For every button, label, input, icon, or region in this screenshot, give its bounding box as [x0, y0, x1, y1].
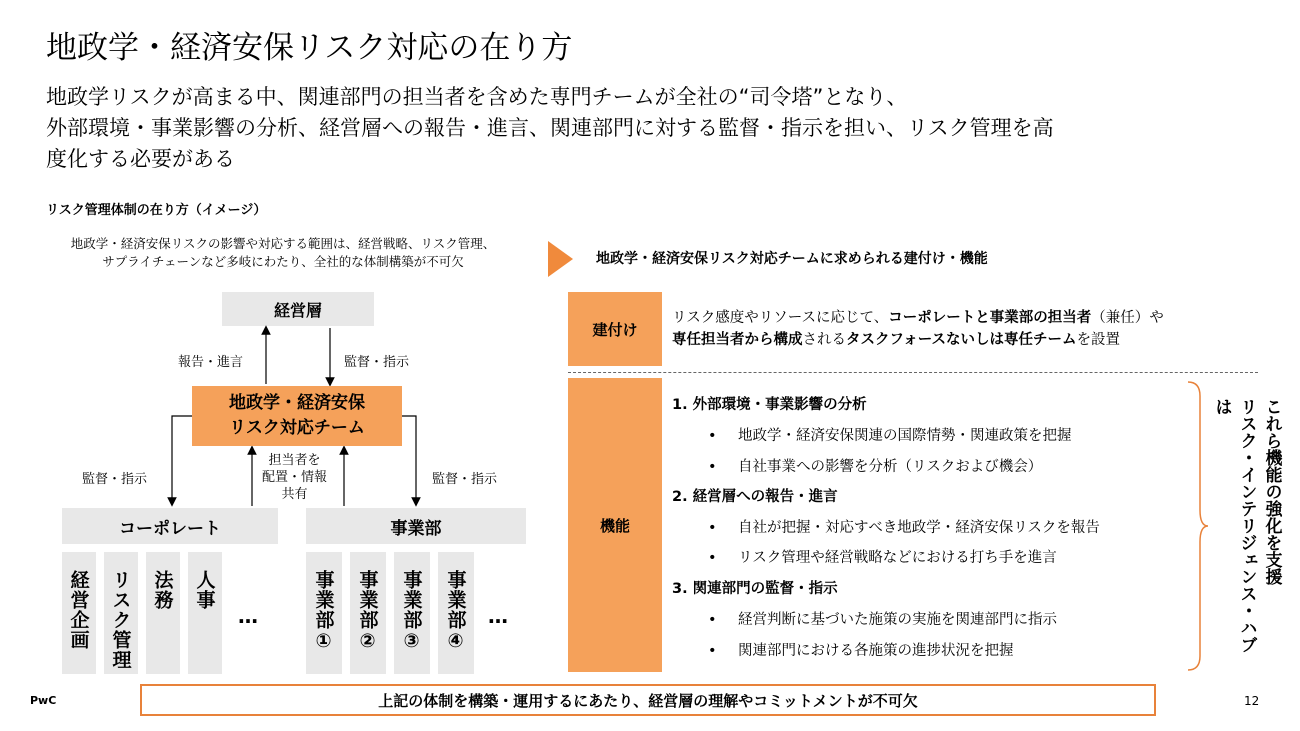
right-supervise-arrow: [402, 416, 416, 502]
report-label: 報告・進言: [178, 355, 244, 370]
right-header: 地政学・経済安保リスク対応チームに求められる建付け・機能: [596, 251, 988, 267]
lead-line: 度化する必要がある: [46, 147, 235, 171]
left-note-line: サプライチェーンなど多岐にわたり、全社的な体制構築が不可欠: [102, 254, 464, 269]
setup-text-part: （兼任）や: [1091, 310, 1164, 326]
corporate-unit: [62, 552, 96, 674]
business-unit: [394, 552, 430, 674]
slide-title: 地政学・経済安保リスク対応の在り方: [46, 30, 573, 66]
risk-team-line: 地政学・経済安保: [229, 393, 365, 413]
left-supervise-arrow: [172, 416, 192, 502]
risk-team-box: [192, 386, 402, 446]
ellipsis-text: …: [488, 604, 510, 628]
setup-text: [672, 307, 1164, 351]
bullet-text: 地政学・経済安保関連の国際情勢・関連政策を把握: [738, 428, 1072, 444]
risk-team-line: リスク対応チーム: [229, 418, 365, 438]
footer-callout: 上記の体制を構築・運用するにあたり、経営層の理解やコミットメントが不可欠: [140, 684, 1156, 716]
bullet-icon: •: [708, 520, 717, 536]
section-title: リスク管理体制の在り方（イメージ）: [46, 203, 267, 218]
divider: [568, 372, 1258, 373]
ellipsis-text: …: [238, 604, 260, 628]
business-unit: [350, 552, 386, 674]
management-box: 経営層: [222, 292, 374, 326]
setup-line-1: [672, 307, 1164, 329]
side-note: [1211, 398, 1282, 658]
lead-line: 地政学リスクが高まる中、関連部門の担当者を含めた専門チームが全社の“司令塔”となり、: [46, 85, 908, 109]
corporate-unit-label: リスク管理: [109, 570, 132, 670]
function-bullet: [708, 608, 1057, 629]
function-bullet: [708, 639, 1014, 660]
bullet-icon: •: [708, 550, 717, 566]
arrow-right-icon: [548, 241, 573, 277]
lead-line: 外部環境・事業影響の分析、経営層への報告・進言、関連部門に対する監督・指示を担い、リスク管理を高: [46, 116, 1054, 140]
corporate-unit: [146, 552, 180, 674]
business-ellipsis: [488, 604, 510, 628]
business-unit-label: 事業部②: [356, 570, 379, 653]
left-supervise-label: 監督・指示: [82, 472, 148, 487]
business-unit-label: 事業部①: [312, 570, 335, 653]
share-line: 担当者を: [268, 453, 321, 468]
brand-logo: PwC: [30, 694, 57, 707]
corporate-ellipsis: [238, 604, 260, 628]
corporate-unit: [104, 552, 138, 674]
corporate-box: コーポレート: [62, 508, 278, 544]
setup-text-part: リスク感度やリソースに応じて、: [672, 310, 889, 326]
business-unit-label: 事業部④: [444, 570, 467, 653]
brace-icon: [1186, 380, 1210, 672]
function-heading: 3. 関連部門の監督・指示: [672, 581, 838, 597]
setup-text-bold: コーポレートと事業部の担当者: [888, 310, 1092, 326]
supervise-label: 監督・指示: [344, 355, 410, 370]
bullet-text: リスク管理や経営戦略などにおける打ち手を進言: [738, 550, 1057, 566]
bullet-text: 関連部門における各施策の進捗状況を把握: [738, 643, 1014, 659]
left-note-line: 地政学・経済安保リスクの影響や対応する範囲は、経営戦略、リスク管理、: [70, 236, 496, 251]
right-supervise-label: 監督・指示: [432, 472, 498, 487]
setup-label-box: 建付け: [568, 292, 662, 366]
function-bullet: [708, 424, 1072, 445]
function-heading: 2. 経営層への報告・進言: [672, 489, 838, 505]
function-bullet: [708, 546, 1057, 567]
bullet-text: 自社事業への影響を分析（リスクおよび機会）: [738, 459, 1043, 475]
function-bullet: [708, 516, 1100, 537]
business-unit: [438, 552, 474, 674]
bullet-icon: •: [708, 428, 717, 444]
setup-text-bold: タスクフォースないしは専任チーム: [846, 332, 1077, 348]
bullet-text: 経営判断に基づいた施策の実施を関連部門に指示: [738, 612, 1057, 628]
setup-text-part: される: [802, 332, 846, 348]
side-note-line: リスク・インテリジェンス・ハブは: [1211, 398, 1257, 653]
bullet-icon: •: [708, 459, 717, 475]
function-bullet: [708, 455, 1042, 476]
bullet-icon: •: [708, 643, 717, 659]
page-number: 12: [1244, 694, 1260, 708]
bullet-icon: •: [708, 612, 717, 628]
function-heading: 1. 外部環境・事業影響の分析: [672, 397, 867, 413]
functions-label-box: 機能: [568, 378, 662, 672]
corporate-unit-label: 人事: [193, 570, 216, 610]
setup-text-bold: 専任担当者から構成: [672, 332, 803, 348]
setup-line-2: [672, 329, 1164, 351]
corporate-unit-label: 経営企画: [67, 570, 90, 650]
business-unit: [306, 552, 342, 674]
bullet-text: 自社が把握・対応すべき地政学・経済安保リスクを報告: [738, 520, 1100, 536]
setup-text-part: を設置: [1076, 332, 1121, 348]
share-label: [262, 452, 327, 503]
business-unit-label: 事業部③: [400, 570, 423, 653]
side-note-line: これら機能の強化を支援: [1261, 398, 1282, 585]
share-line: 配置・情報: [262, 470, 328, 485]
share-line: 共有: [281, 487, 308, 502]
corporate-unit: [188, 552, 222, 674]
business-box: 事業部: [306, 508, 526, 544]
corporate-unit-label: 法務: [151, 570, 174, 610]
